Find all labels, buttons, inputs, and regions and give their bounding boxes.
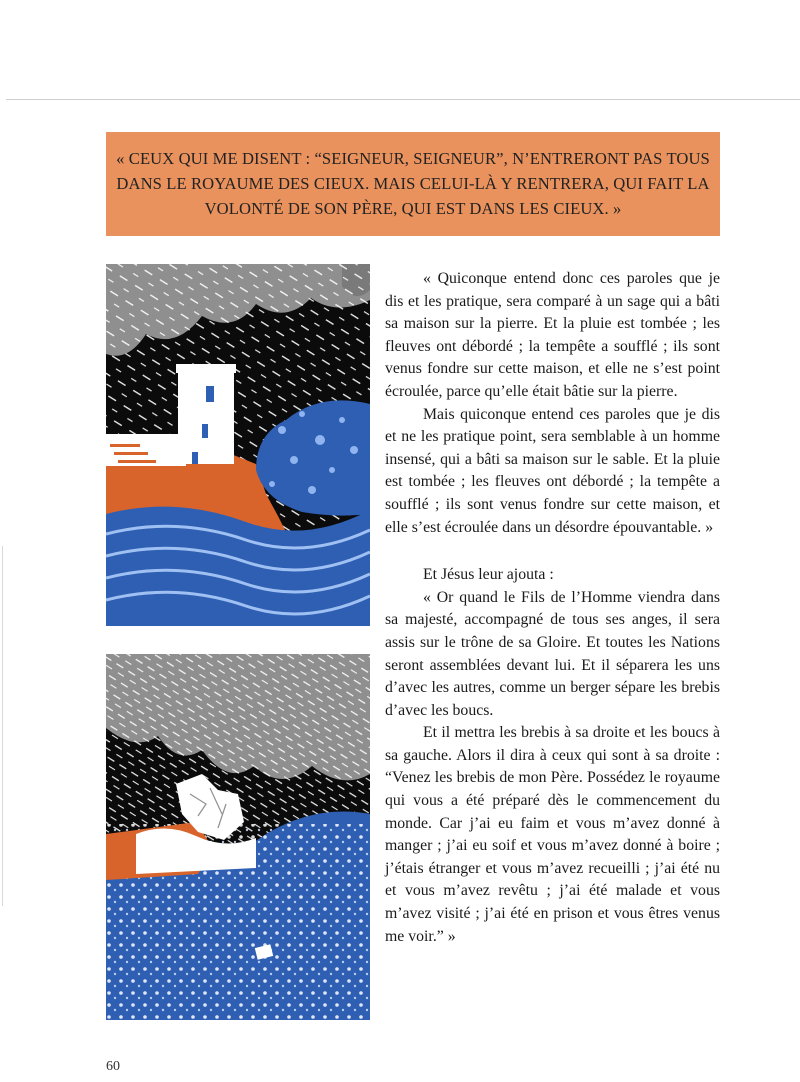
top-rule xyxy=(6,99,800,100)
paragraph-3: Et Jésus leur ajouta : xyxy=(423,566,554,584)
house-on-rock-storm-illustration xyxy=(106,264,370,626)
paragraph-2: Mais quiconque entend ces paroles que je dis et ne les pratique point, sera semblable à un homme insensé, qui a bâti sa maison sur le sable. Et la pluie est tombée ; les fleuves ont débordé ; la tempête a soufflé ; ils sont venus fondre sur cette maison, et elle s’est écroulée dans un désordre épouvantable. » xyxy=(385,405,720,536)
quote-banner xyxy=(106,132,720,236)
text-column xyxy=(385,268,720,948)
paragraph-4: « Or quand le Fils de l’Homme viendra dans sa majesté, accompagné de tous ses anges, il sera assis sur le trône de sa Gloire. Et toutes les Nations seront assemblées devant lui. Et il séparera les uns d’avec les autres, comme un berger sépare les brebis d’avec les boucs. xyxy=(385,588,720,719)
quote-banner-text: « CEUX QUI ME DISENT : “SEIGNEUR, SEIGNEUR”, N’ENTRERONT PAS TOUS DANS LE ROYAUME DES CIEUX. MAIS CELUI-LÀ Y RENTRERA, QUI FAIT LA VOLONTÉ DE SON PÈRE, QUI EST DANS LES CIEUX. » xyxy=(116,149,710,218)
house-on-sand-collapse-illustration xyxy=(106,654,370,1020)
page-edge-rule xyxy=(2,546,3,906)
page-number: 60 xyxy=(106,1059,120,1074)
paragraph-5: Et il mettra les brebis à sa droite et les boucs à sa gauche. Alors il dira à ceux qui sont à sa droite : “Venez les brebis de mon Père. Possédez le royaume qui vous a été préparé dès le commencement du monde. Car j’ai eu faim et vous m’avez donné à manger ; j’ai eu soif et vous m’avez donné à boire ; j’étais étranger et vous m’avez recueilli ; j’ai été nu et vous m’avez revêtu ; j’ai été malade et vous m’avez visité ; j’ai été en prison et vous êtres venus me voir.” » xyxy=(385,724,720,945)
paragraph-1: « Quiconque entend donc ces paroles que je dis et les pratique, sera comparé à un sage qui a bâti sa maison sur la pierre. Et la pluie est tombée ; les fleuves ont débordé ; la tempête a soufflé ; ils sont venus fondre sur cette maison, et elle ne s’est point écroulée, parce qu’elle était bâtie sur la pierre. xyxy=(385,270,720,400)
